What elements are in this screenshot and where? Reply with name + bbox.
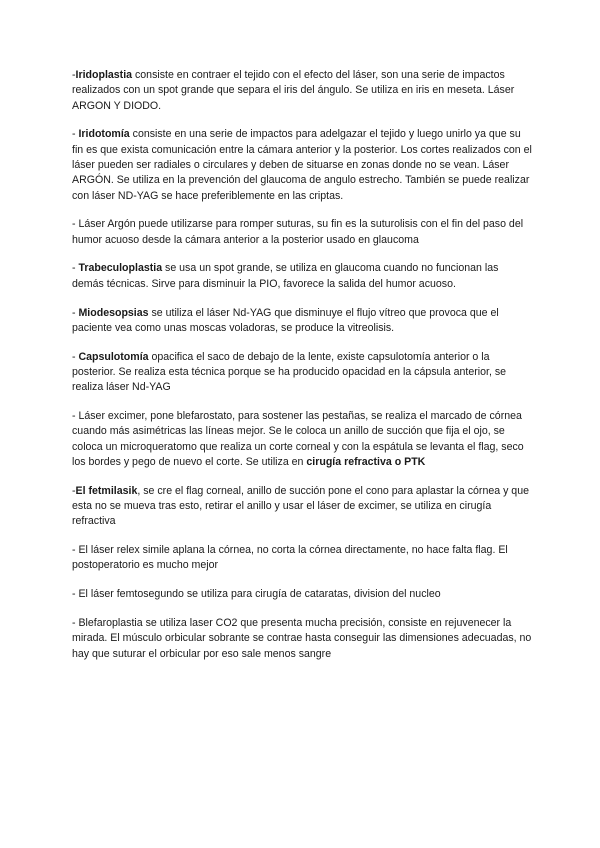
paragraph-text: consiste en una serie de impactos para adelgazar el tejido y luego unirlo ya que su fin es que exista comunicación entre la cámara anterior y la posterior. Los cortes realizados con el láser pueden ser radiales o circulares y deben de situarse en zonas donde no se vean. Láser ARGÓN. Se utiliza en la prevención del glaucoma de angulo estrecho. También se puede realizar con láser ND-YAG se hace preferiblemente en las criptas. <box>72 128 532 202</box>
paragraph-miodesopsias <box>72 306 532 337</box>
paragraph-relex-smile <box>72 543 532 574</box>
paragraph-text: - El láser femtosegundo se utiliza para cirugía de cataratas, division del nucleo <box>72 588 441 601</box>
paragraph-prefix: - <box>72 306 79 319</box>
paragraph-text: - El láser relex simile aplana la córnea, no corta la córnea directamente, no hace falta flag. El postoperatorio es mucho mejor <box>72 544 508 572</box>
term-capsulotomia: Capsulotomía <box>78 350 149 363</box>
paragraph-text: se usa un spot grande, se utiliza en glaucoma cuando no funcionan las demás técnicas. Sirve para disminuir la PIO, favorece la salida del humor acuoso. <box>72 262 499 290</box>
paragraph-text: - Blefaroplastia se utiliza laser CO2 que presenta mucha precisión, consiste en rejuvenecer la mirada. El músculo orbicular sobrante se contrae hasta conseguir las dimensiones adecuadas, no hay que suturar el orbicular por eso sale menos sangre <box>72 617 532 660</box>
paragraph-text: opacifica el saco de debajo de la lente, existe capsulotomía anterior o la posterior. Se realiza esta técnica porque se ha producido opacidad en la cápsula anterior, se realiza láser Nd-YAG <box>72 350 507 394</box>
paragraph-fetmilasik <box>72 484 532 530</box>
paragraph-capsulotomia <box>72 350 532 396</box>
paragraph-femtosegundo <box>72 587 532 602</box>
term-iridoplastia: Iridoplastia <box>75 69 133 81</box>
document-body <box>72 68 532 675</box>
term-iridotomia: Iridotomía <box>78 128 130 141</box>
paragraph-text: , se cre el flag corneal, anillo de succión pone el cono para aplastar la córnea y que esta no se mueva tras esto, retirar el anillo y usar el láser de excimer, se utiliza en cirugía refractiva <box>72 484 529 528</box>
paragraph-text: se utiliza el láser Nd-YAG que disminuye el flujo vítreo que provoca que el paciente vea como unas moscas voladoras, se produce la vitreolisis. <box>72 306 499 334</box>
paragraph-text: - Láser Argón puede utilizarse para romper suturas, su fin es la suturolisis con el fin del paso del humor acuoso desde la cámara anterior a la posterior usado en glaucoma <box>72 218 524 246</box>
paragraph-prefix: - <box>72 262 79 275</box>
paragraph-text: consiste en contraer el tejido con el efecto del láser, son una serie de impactos realizados con un spot grande que separa el iris del ángulo. Se utiliza en iris en meseta. Láser ARGON Y DIODO. <box>72 69 515 112</box>
term-cirugia-refractiva: cirugía refractiva o PTK <box>306 455 426 468</box>
paragraph-laser-argon <box>72 217 532 248</box>
paragraph-trabeculoplastia <box>72 261 532 292</box>
paragraph-blefaroplastia <box>72 616 532 662</box>
term-trabeculoplastia: Trabeculoplastia <box>78 262 163 275</box>
paragraph-prefix: - <box>72 128 79 141</box>
paragraph-prefix: - <box>72 69 76 81</box>
paragraph-iridotomia <box>72 127 532 203</box>
paragraph-prefix: - <box>72 350 79 363</box>
paragraph-laser-excimer <box>72 409 532 470</box>
paragraph-prefix: - <box>72 484 76 497</box>
term-fetmilasik: El fetmilasik <box>75 484 138 497</box>
paragraph-iridoplastia <box>72 68 532 114</box>
term-miodesopsias: Miodesopsias <box>78 306 149 319</box>
paragraph-text: - Láser excimer, pone blefarostato, para sostener las pestañas, se realiza el marcado de córnea cuando más asimétricas las líneas mejor. Se le coloca un anillo de succión que fija el ojo, se coloca un microqueratomo que realiza un corte corneal y con la espátula se levanta el flag, seco los bordes y pego de nuevo el corte. Se utiliza en <box>72 410 524 468</box>
